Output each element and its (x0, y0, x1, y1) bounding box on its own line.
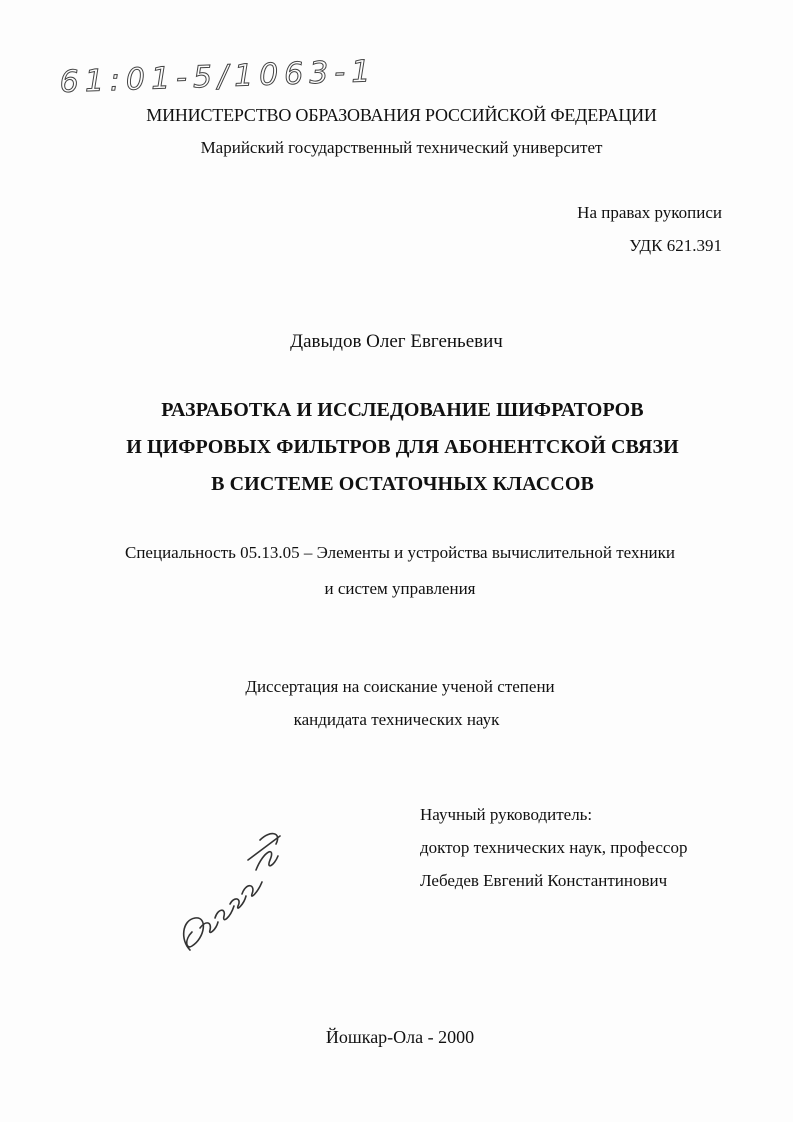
manuscript-rights: На правах рукописи (577, 203, 722, 222)
handwritten-archive-number (60, 50, 480, 110)
city-year: Йошкар-Ола - 2000 (325, 1027, 475, 1047)
advisor-block (420, 805, 760, 904)
signature-strokes (184, 834, 280, 950)
degree-line: кандидата технических наук (293, 710, 500, 729)
specialty-line: Специальность 05.13.05 – Элементы и устройства вычислительной техники (124, 543, 676, 562)
author-signature (160, 800, 300, 970)
author-name: Давыдов Олег Евгеньевич (290, 331, 503, 352)
advisor-label: Научный руководитель: (420, 805, 593, 824)
advisor-name: Лебедев Евгений Константинович (420, 871, 668, 890)
title-line: И ЦИФРОВЫХ ФИЛЬТРОВ ДЛЯ АБОНЕНТСКОЙ СВЯЗИ (126, 436, 679, 458)
udc-code: УДК 621.391 (629, 236, 722, 255)
archive-number-mark: 61:01-5/1063-1 (59, 53, 377, 100)
manuscript-rights-block (470, 203, 722, 269)
title-line: В СИСТЕМЕ ОСТАТОЧНЫХ КЛАССОВ (211, 473, 594, 495)
dissertation-title (0, 398, 793, 509)
ministry-heading: МИНИСТЕРСТВО ОБРАЗОВАНИЯ РОССИЙСКОЙ ФЕДЕРАЦИИ (146, 105, 657, 125)
specialty-line: и систем управления (324, 579, 476, 598)
degree-line: Диссертация на соискание ученой степени (245, 677, 555, 696)
title-line: РАЗРАБОТКА И ИССЛЕДОВАНИЕ ШИФРАТОРОВ (161, 399, 644, 421)
advisor-degree: доктор технических наук, профессор (420, 838, 688, 857)
university-name: Марийский государственный технический университет (200, 138, 603, 157)
